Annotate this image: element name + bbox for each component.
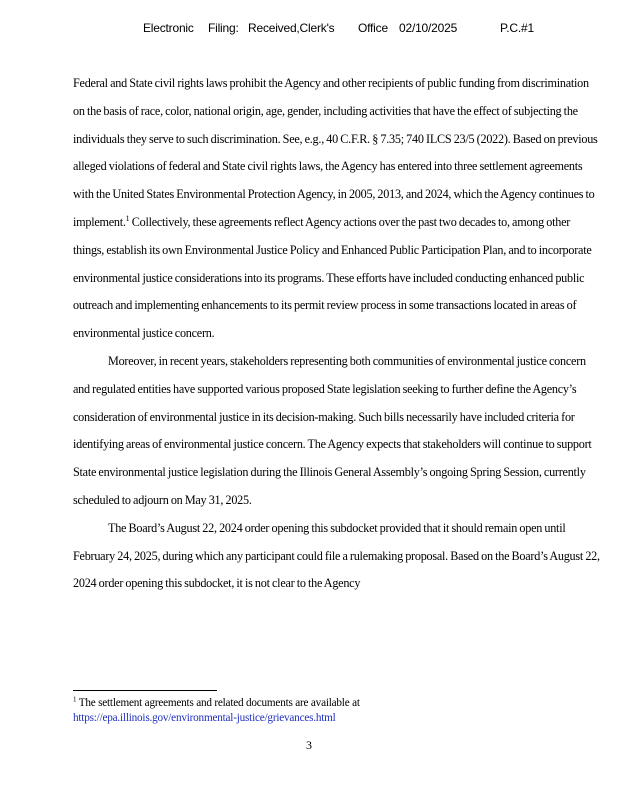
footnote-text: The settlement agreements and related documents are available at [76,697,360,709]
footnote-marker[interactable]: 1 [125,213,130,223]
header-filing: Filing: [208,21,239,35]
paragraph-board-order: The Board’s August 22, 2024 order opening this subdocket provided that it should remain open until February 24, 2025, during which any participant could file a rulemaking proposal. Based on the Board’s August 22, 2024 order opening this subdocket, it is not clear to the Agency [73,520,600,591]
paragraph-text: Federal and State civil rights laws prohibit the Agency and other recipients of public funding from discrimination on the basis of race, color, national origin, age, gender, including activities that have the effect of subjecting the individuals they serve to such discrimination. See, e.g., 40 C.F.R. § 7.35; 740 ILCS 23/5 (2022). Based on previous alleged violations of federal and State civil rights laws, the Agency has entered into three settlement agreements with the United States Environmental Protection Agency, in 2005, 2013, and 2024, which the Agency continues to implement. [73,76,598,229]
paragraph-stakeholders: Moreover, in recent years, stakeholders representing both communities of environmental justice concern and regulated entities have supported various proposed State legislation seeking to further define the Agency’s consideration of environmental justice in its decision-making. Such bills necessarily have included criteria for identifying areas of environmental justice concern. The Agency expects that stakeholders will continue to support State environmental justice legislation during the Illinois General Assembly’s ongoing Spring Session, currently scheduled to adjourn on May 31, 2025. [73,353,592,507]
footnote-divider [73,690,217,691]
footnote [73,696,593,726]
header-electronic: Electronic [143,21,194,35]
document-body [73,70,601,598]
filing-header [0,21,618,37]
paragraph-text-continued: Collectively, these agreements reflect Agency actions over the past two decades to, among other things, establish its own Environmental Justice Policy and Enhanced Public Participation Plan, and to incorporate environmental justice considerations into its programs. These efforts have included conducting enhanced public outreach and implementing enhancements to its permit review process in some transactions located in areas of environmental justice concern. [73,214,592,341]
header-pc-number: P.C.#1 [500,21,534,35]
footnote-number: 1 [73,695,77,704]
header-office: Office [358,21,388,35]
paragraph-civil-rights [73,70,601,348]
page-number: 3 [306,738,312,752]
header-date: 02/10/2025 [399,21,458,35]
header-received: Received,Clerk's [248,21,335,35]
footnote-link[interactable]: https://epa.illinois.gov/environmental-justice/grievances.html [73,712,336,724]
